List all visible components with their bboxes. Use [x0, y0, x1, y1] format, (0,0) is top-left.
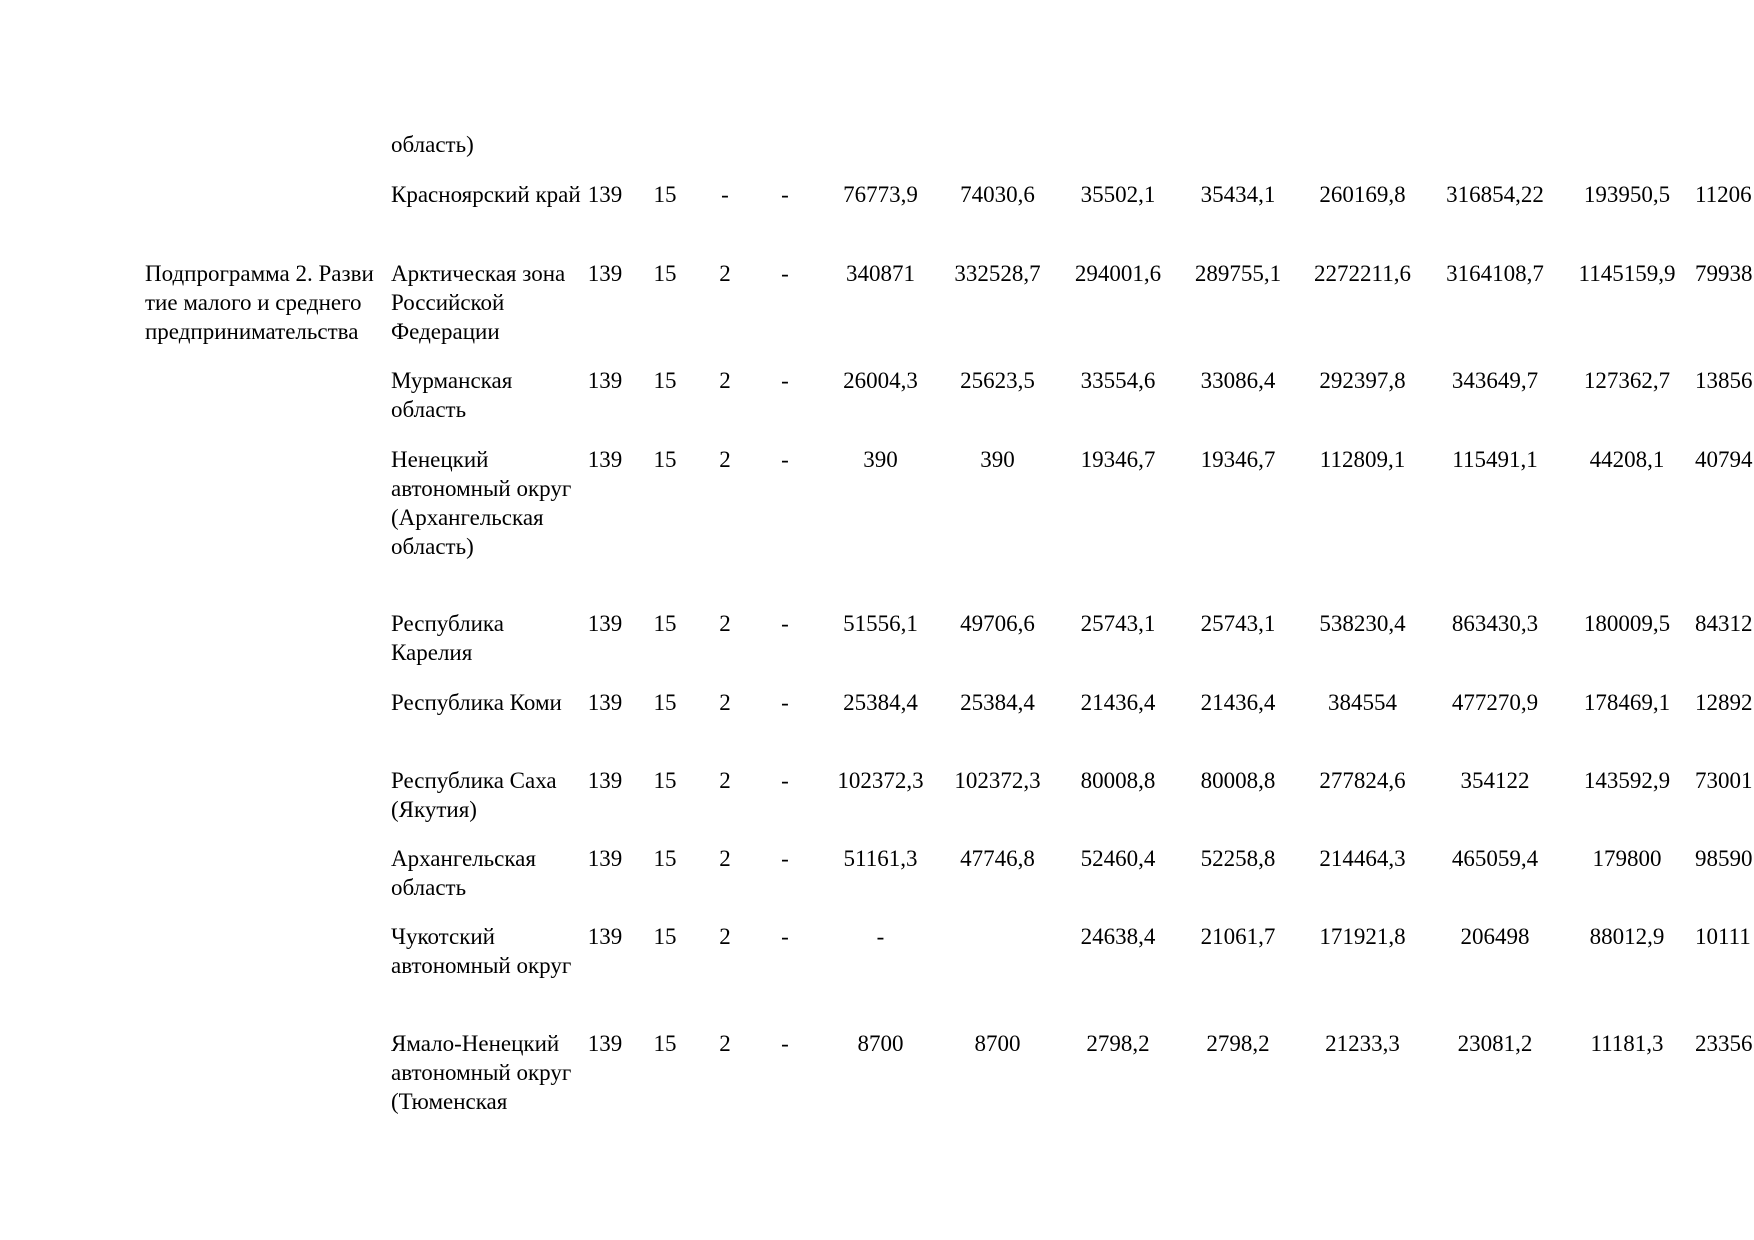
table-row: [145, 130, 1754, 157]
code-cell: 139: [587, 611, 623, 636]
value-cell: 538230,4: [1319, 611, 1406, 636]
value-cell: 289755,1: [1194, 261, 1282, 286]
table-row: [145, 1029, 1754, 1114]
code-cell: 2: [719, 261, 731, 286]
code-cell: -: [781, 261, 789, 286]
value-cell: 2798,2: [1086, 1031, 1150, 1056]
value-cell: 23081,2: [1457, 1031, 1533, 1056]
code-cell: 15: [653, 768, 677, 793]
table-row: [145, 688, 1754, 715]
region-name: Ненецкий автономный округ (Архангельская область): [391, 447, 572, 559]
value-cell: 340871: [846, 261, 915, 286]
value-cell: 35502,1: [1080, 182, 1156, 207]
value-cell: 3164108,7: [1446, 261, 1544, 286]
code-cell: -: [781, 611, 789, 636]
value-cell: 292397,8: [1319, 368, 1406, 393]
code-cell: -: [781, 1031, 789, 1056]
region-name: Архангельская область: [391, 846, 536, 900]
region-name: Ямало-Ненецкий автономный округ (Тюменская: [391, 1031, 572, 1114]
value-cell: 25743,1: [1080, 611, 1156, 636]
value-cell: 74030,6: [960, 182, 1035, 207]
code-cell: 139: [587, 690, 623, 715]
code-cell: 139: [587, 1031, 623, 1056]
code-cell: -: [781, 690, 789, 715]
value-cell: 10111: [1695, 924, 1751, 949]
code-cell: 2: [719, 611, 731, 636]
value-cell: 13856: [1695, 368, 1753, 393]
code-cell: 139: [587, 447, 623, 472]
table-row: [145, 766, 1754, 822]
value-cell: 84312: [1695, 611, 1753, 636]
region-name: Республика Карелия: [391, 611, 504, 665]
code-cell: 2: [719, 846, 731, 871]
value-cell: 19346,7: [1200, 447, 1276, 472]
value-cell: 354122: [1460, 768, 1530, 793]
value-cell: 102372,3: [837, 768, 924, 793]
value-cell: 112809,1: [1319, 447, 1406, 472]
subprogram-title: Подпрограмма 2. Развитие малого и среднего предпринимательства: [145, 261, 374, 344]
value-cell: 384554: [1328, 690, 1397, 715]
value-cell: 465059,4: [1451, 846, 1539, 871]
region-name: Республика Коми: [391, 690, 562, 715]
value-cell: 8700: [857, 1031, 904, 1056]
value-cell: 80008,8: [1080, 768, 1156, 793]
value-cell: 390: [980, 447, 1015, 472]
value-cell: 180009,5: [1583, 611, 1671, 636]
code-cell: -: [781, 846, 789, 871]
value-cell: 477270,9: [1451, 690, 1539, 715]
value-cell: 19346,7: [1080, 447, 1156, 472]
value-cell: 21436,4: [1200, 690, 1276, 715]
value-cell: 98590: [1695, 846, 1753, 871]
value-cell: 51161,3: [843, 846, 918, 871]
code-cell: 139: [587, 261, 623, 286]
value-cell: 2272211,6: [1314, 261, 1411, 286]
value-cell: 26004,3: [843, 368, 918, 393]
value-cell: 21233,3: [1325, 1031, 1400, 1056]
value-cell: 21436,4: [1080, 690, 1156, 715]
code-cell: 15: [653, 1031, 677, 1056]
table-row: [145, 922, 1754, 978]
value-cell: 25384,4: [960, 690, 1035, 715]
code-cell: 139: [587, 182, 623, 207]
value-cell: 79938: [1695, 261, 1753, 286]
value-cell: 21061,7: [1200, 924, 1276, 949]
table-row: [145, 609, 1754, 665]
region-name: Красноярский край: [391, 182, 581, 207]
code-cell: 139: [587, 846, 623, 871]
code-cell: -: [781, 368, 789, 393]
code-cell: 15: [653, 690, 677, 715]
region-name: область): [391, 132, 474, 157]
value-cell: 88012,9: [1589, 924, 1665, 949]
value-cell: 1145159,9: [1578, 261, 1676, 286]
value-cell: 102372,3: [954, 768, 1041, 793]
code-cell: 139: [587, 768, 623, 793]
value-cell: 127362,7: [1583, 368, 1671, 393]
value-cell: 260169,8: [1319, 182, 1406, 207]
value-cell: 390: [863, 447, 898, 472]
value-cell: 115491,1: [1452, 447, 1538, 472]
code-cell: 2: [719, 447, 731, 472]
value-cell: 11206: [1695, 182, 1752, 207]
value-cell: 25384,4: [843, 690, 918, 715]
value-cell: 44208,1: [1589, 447, 1665, 472]
code-cell: 2: [719, 368, 731, 393]
value-cell: 171921,8: [1319, 924, 1406, 949]
value-cell: 179800: [1592, 846, 1662, 871]
value-cell: 12892: [1695, 690, 1753, 715]
code-cell: 2: [719, 924, 731, 949]
value-cell: 25623,5: [960, 368, 1035, 393]
region-name: Арктическая зона Российской Федерации: [391, 261, 566, 344]
value-cell: 76773,9: [843, 182, 918, 207]
value-cell: 25743,1: [1200, 611, 1276, 636]
code-cell: 15: [653, 611, 677, 636]
code-cell: 15: [653, 447, 677, 472]
value-cell: 33554,6: [1080, 368, 1156, 393]
value-cell: 51556,1: [843, 611, 918, 636]
value-cell: 24638,4: [1080, 924, 1156, 949]
code-cell: -: [721, 182, 729, 207]
value-cell: 11181,3: [1590, 1031, 1664, 1056]
value-cell: 2798,2: [1206, 1031, 1270, 1056]
value-cell: 193950,5: [1583, 182, 1671, 207]
code-cell: 2: [719, 768, 731, 793]
table-row: [145, 180, 1754, 207]
value-cell: 277824,6: [1319, 768, 1406, 793]
code-cell: 139: [587, 924, 623, 949]
code-cell: 15: [653, 261, 677, 286]
code-cell: 2: [719, 1031, 731, 1056]
table-row: [145, 445, 1754, 559]
code-cell: -: [781, 447, 789, 472]
value-cell: 52460,4: [1080, 846, 1156, 871]
region-name: Чукотский автономный округ: [391, 924, 572, 978]
value-cell: 143592,9: [1583, 768, 1671, 793]
code-cell: -: [781, 768, 789, 793]
code-cell: 2: [719, 690, 731, 715]
value-cell: 40794: [1695, 447, 1753, 472]
code-cell: 15: [653, 368, 677, 393]
code-cell: 139: [587, 368, 623, 393]
value-cell: -: [876, 924, 885, 949]
value-cell: 206498: [1460, 924, 1530, 949]
region-name: Мурманская область: [391, 368, 513, 422]
value-cell: 33086,4: [1200, 368, 1276, 393]
value-cell: 73001: [1695, 768, 1753, 793]
code-cell: 15: [653, 182, 677, 207]
value-cell: 8700: [974, 1031, 1021, 1056]
value-cell: 214464,3: [1319, 846, 1406, 871]
code-cell: 15: [653, 846, 677, 871]
table-row: [145, 366, 1754, 422]
code-cell: 15: [653, 924, 677, 949]
region-name: Республика Саха (Якутия): [391, 768, 557, 822]
value-cell: 80008,8: [1200, 768, 1276, 793]
code-cell: -: [781, 924, 789, 949]
value-cell: 178469,1: [1583, 690, 1671, 715]
value-cell: 23356: [1695, 1031, 1753, 1056]
value-cell: 294001,6: [1074, 261, 1162, 286]
value-cell: 316854,22: [1446, 182, 1544, 207]
value-cell: 52258,8: [1200, 846, 1276, 871]
value-cell: 863430,3: [1451, 611, 1539, 636]
value-cell: 332528,7: [954, 261, 1041, 286]
value-cell: 47746,8: [960, 846, 1035, 871]
table-row: [145, 844, 1754, 900]
code-cell: -: [781, 182, 789, 207]
value-cell: 343649,7: [1451, 368, 1539, 393]
value-cell: 35434,1: [1200, 182, 1276, 207]
value-cell: 49706,6: [960, 611, 1035, 636]
